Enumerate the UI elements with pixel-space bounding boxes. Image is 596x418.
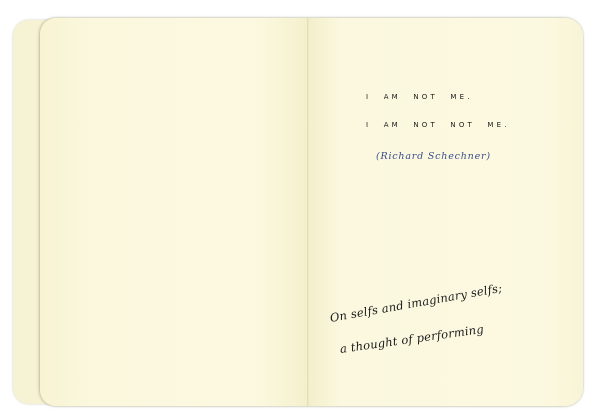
quote-attribution: (Richard Schechner): [376, 151, 491, 162]
notebook-gutter: [307, 18, 309, 406]
notebook-spread: [40, 18, 583, 406]
handwritten-note-line-1: On selfs and imaginary selfs;: [328, 280, 504, 325]
quote-line-1: I AM NOT ME.: [366, 93, 473, 101]
quote-line-2: I AM NOT NOT ME.: [366, 121, 510, 129]
right-page: [308, 18, 583, 406]
left-page: [40, 18, 308, 406]
handwritten-note-line-2: a thought of performing: [339, 321, 485, 356]
